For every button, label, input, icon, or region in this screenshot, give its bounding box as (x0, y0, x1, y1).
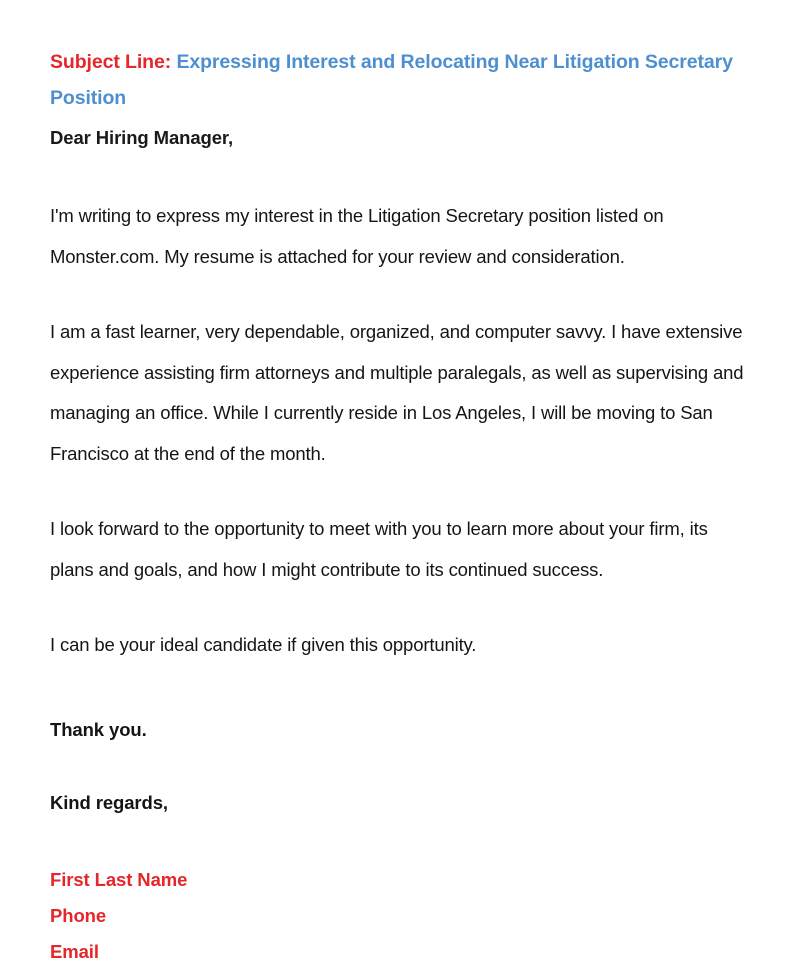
letter-body (50, 196, 744, 666)
signature-email: Email (50, 940, 99, 962)
signature-name: First Last Name (50, 868, 188, 890)
body-paragraph-2: I am a fast learner, very dependable, organized, and computer savvy. I have extensive experience assisting firm attorneys and multiple paralegals, as well as supervising and managing an office. While I currently reside in Los Angeles, I will be moving to San Francisco at the end of the month. (50, 321, 744, 464)
subject-line (50, 44, 744, 116)
body-paragraph-4: I can be your ideal candidate if given this opportunity. (50, 634, 477, 655)
closing-thanks: Thank you. (50, 718, 147, 740)
body-paragraph-3: I look forward to the opportunity to meet with you to learn more about your firm, its plans and goals, and how I might contribute to its continued success. (50, 518, 708, 580)
subject-line-label: Subject Line: (50, 51, 172, 73)
subject-line-text: Expressing Interest and Relocating Near Litigation Secretary Position (50, 51, 733, 109)
signature-block (50, 862, 744, 970)
signature-phone: Phone (50, 904, 107, 926)
closing-regards: Kind regards, (50, 791, 168, 813)
body-paragraph-1: I'm writing to express my interest in the Litigation Secretary position listed on Monster.com. My resume is attached for your review and consideration. (50, 205, 664, 267)
salutation: Dear Hiring Manager, (50, 127, 234, 148)
